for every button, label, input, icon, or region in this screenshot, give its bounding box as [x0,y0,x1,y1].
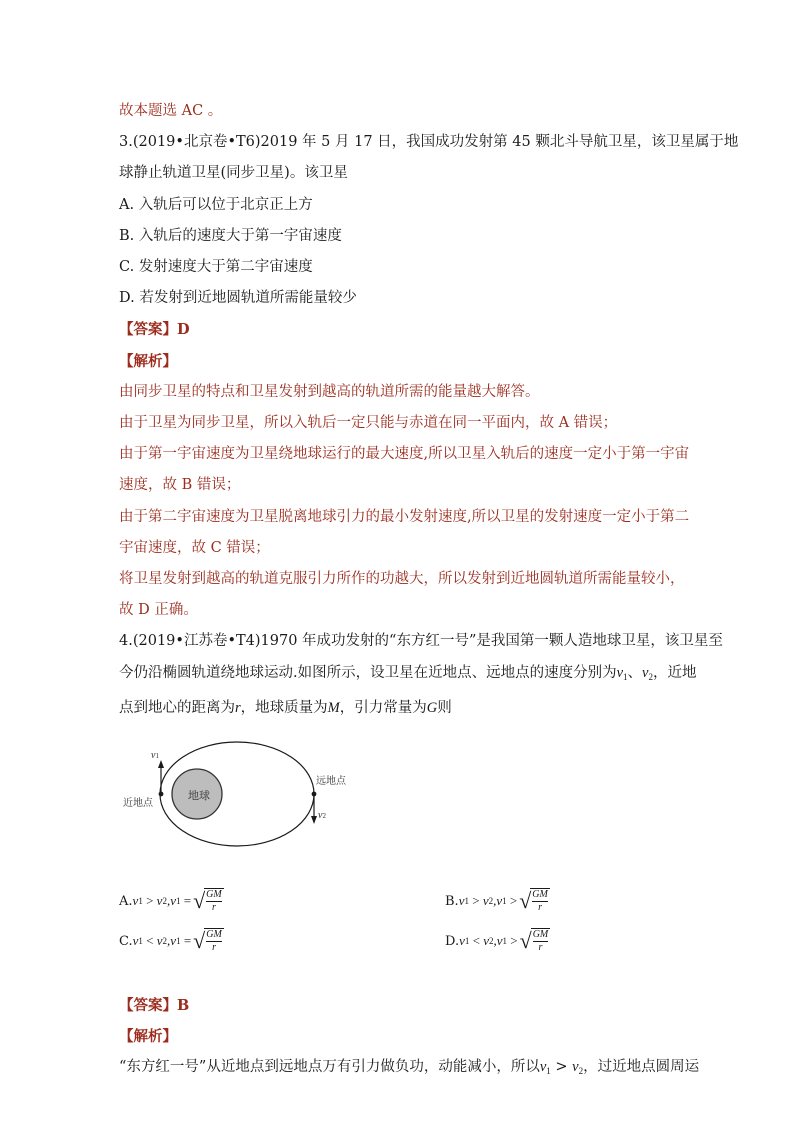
analysis-4-line-1: “东方红一号”从近地点到远地点万有引力做负功，动能减小，所以$v_1 > v_2$，过近地点圆周运 [119,1059,700,1077]
v2-label: v2 [318,810,326,822]
apogee-label: 远地点 [316,776,346,788]
option-d: D. 若发射到近地圆轨道所需能量较少 [119,290,357,307]
choice-c: C. v 1 < v 2 , v 1 = √ $\frac{GM}{r}$ [119,928,222,954]
question-4-stem-cont-2: 点到地心的距离为r，地球质量为M，引力常量为G则 [119,699,452,716]
analysis-3-line-1: 由同步卫星的特点和卫星发射到越高的轨道所需的能量越大解答。 [119,383,540,400]
answer-3: 【答案】D [119,321,190,339]
option-a: A. 入轨后可以位于北京正上方 [119,196,313,213]
conclusion-line: 故本题选 AC 。 [119,103,223,119]
question-4-stem-cont: 今仍沿椭圆轨道绕地球运动.如图所示，设卫星在近地点、远地点的速度分别为$v_1$、$v_2$，近地 [119,664,697,682]
document-body [119,96,739,1088]
question-4-choices [119,878,679,990]
analysis-3-line-2: 由于卫星为同步卫星，所以入轨后一定只能与赤道在同一平面内，故 A 错误； [119,415,618,432]
v1-arrowhead [158,760,164,768]
analysis-4-heading: 【解析】 [119,1028,177,1046]
choice-d: D. v 1 < v 2 , v 1 > √ $\frac{GM}{r}$ [445,928,549,954]
earth-label: 地球 [188,789,210,803]
question-3-stem-cont: 球静止轨道卫星(同步卫星)。该卫星 [119,165,348,182]
question-4-stem: 4.(2019•江苏卷•T4)1970 年成功发射的“东方红一号”是我国第一颗人造地球卫星，该卫星至 [119,633,723,650]
analysis-3-line-3: 由于第一宇宙速度为卫星绕地球运行的最大速度,所以卫星入轨后的速度一定小于第一宇宙 [119,446,690,463]
option-b: B. 入轨后的速度大于第一宇宙速度 [119,227,342,244]
analysis-3-line-4-cont: 宇宙速度，故 C 错误； [119,539,270,556]
answer-4: 【答案】B [119,997,190,1015]
question-3-stem: 3.(2019•北京卷•T6)2019 年 5 月 17 日，我国成功发射第 45 颗北斗导航卫星，该卫星属于地 [119,134,739,151]
analysis-3-line-4: 由于第二宇宙速度为卫星脱离地球引力的最小发射速度,所以卫星的发射速度一定小于第二 [119,508,690,525]
analysis-3-line-3-cont: 速度，故 B 错误； [119,477,241,494]
option-c: C. 发射速度大于第二宇宙速度 [119,259,313,276]
v2-arrowhead [311,816,317,824]
analysis-3-line-5-cont: 故 D 正确。 [119,602,198,619]
analysis-3-line-5: 将卫星发射到越高的轨道克服引力所作的功越大，所以发射到近地圆轨道所需能量较小， [119,571,685,588]
v1-label: v1 [151,750,159,762]
orbit-figure [119,732,359,872]
choice-b: B. v 1 > v 2 , v 1 > √ $\frac{GM}{r}$ [445,888,548,914]
perigee-label: 近地点 [123,798,153,810]
analysis-3-heading: 【解析】 [119,352,177,370]
choice-a: A. v 1 > v 2 , v 1 = √ $\frac{GM}{r}$ [119,888,222,914]
